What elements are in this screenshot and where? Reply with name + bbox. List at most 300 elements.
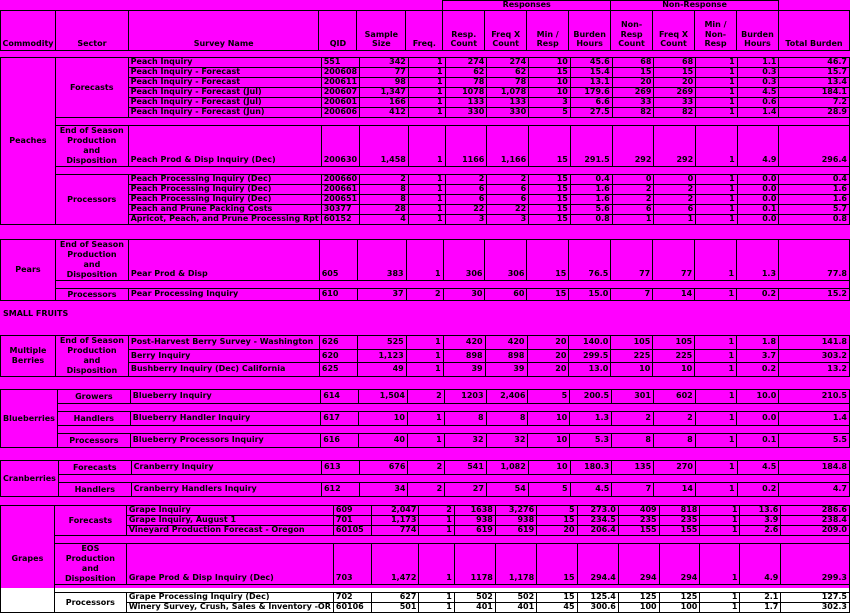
cell-freq-x-count[interactable]: 2	[487, 175, 529, 185]
cell-burden-hours-nr[interactable]: 1.3	[737, 240, 779, 281]
cell-qid[interactable]: 200607	[321, 88, 359, 98]
sector-cell[interactable]: Processors	[54, 593, 126, 613]
cell-sample-size[interactable]: 77	[360, 68, 409, 78]
cell-total-burden[interactable]: 1.6	[779, 185, 850, 195]
cell-resp-count[interactable]: 420	[443, 336, 485, 350]
cell-burden-hours-nr[interactable]: 0.1	[737, 205, 779, 215]
cell-freq-x-count[interactable]: 39	[485, 363, 527, 377]
cell-qid[interactable]: 60106	[333, 603, 371, 613]
cell-survey-name[interactable]: Peach Inquiry	[128, 58, 321, 68]
cell-burden-hours-nr[interactable]: 0.0	[737, 215, 779, 225]
cell-burden-hours[interactable]: 300.6	[577, 603, 618, 613]
cell-freq-x-count-nr[interactable]: 100	[659, 603, 700, 613]
cell-survey-name[interactable]: Peach Inquiry - Forecast	[128, 68, 321, 78]
cell-survey-name[interactable]: Blueberry Processors Inquiry	[130, 434, 321, 448]
cell-qid[interactable]: 200651	[321, 195, 359, 205]
cell-survey-name[interactable]: Peach Prod & Disp Inquiry (Dec)	[128, 126, 321, 167]
cell-sample-size[interactable]: 1,347	[360, 88, 409, 98]
cell-sample-size[interactable]: 37	[357, 289, 406, 301]
sector-cell[interactable]: Forecasts	[55, 58, 128, 118]
cell-burden-hours-nr[interactable]: 4.9	[737, 126, 779, 167]
cell-freq-x-count[interactable]: 3,276	[495, 506, 536, 516]
cell-survey-name[interactable]: Winery Survey, Crush, Sales & Inventory -OR	[126, 603, 333, 613]
cell-qid[interactable]: 609	[333, 506, 371, 516]
cell-burden-hours-nr[interactable]: 2.6	[740, 526, 781, 536]
cell-freq[interactable]: 1	[419, 516, 454, 526]
cell-burden-hours[interactable]: 15.4	[570, 68, 612, 78]
cell-freq[interactable]: 1	[406, 336, 443, 350]
cell-burden-hours-nr[interactable]: 10.0	[737, 390, 779, 404]
cell-min-nonresp[interactable]: 1	[696, 68, 738, 78]
cell-qid[interactable]: 612	[321, 483, 359, 497]
cell-min-nonresp[interactable]: 1	[696, 58, 738, 68]
cell-freq[interactable]: 1	[419, 593, 454, 603]
cell-nonresp-count[interactable]: 105	[611, 336, 653, 350]
cell-total-burden[interactable]: 77.8	[779, 240, 850, 281]
cell-nonresp-count[interactable]: 82	[612, 108, 654, 118]
cell-burden-hours[interactable]: 13.0	[569, 363, 611, 377]
cell-freq-x-count-nr[interactable]: 602	[653, 390, 695, 404]
cell-total-burden[interactable]: 210.5	[779, 390, 850, 404]
cell-nonresp-count[interactable]: 235	[618, 516, 659, 526]
cell-min-nonresp[interactable]: 1	[700, 526, 740, 536]
cell-qid[interactable]: 626	[319, 336, 357, 350]
cell-min-nonresp[interactable]: 1	[695, 434, 737, 448]
cell-freq-x-count-nr[interactable]: 82	[654, 108, 696, 118]
cell-freq-x-count[interactable]: 938	[495, 516, 536, 526]
cell-burden-hours-nr[interactable]: 1.8	[737, 336, 779, 350]
cell-min-nonresp[interactable]: 1	[695, 240, 737, 281]
cell-burden-hours[interactable]: 206.4	[577, 526, 618, 536]
cell-freq[interactable]: 1	[406, 240, 443, 281]
cell-resp-count[interactable]: 938	[454, 516, 495, 526]
cell-freq-x-count[interactable]: 1,082	[486, 461, 528, 475]
cell-survey-name[interactable]: Pear Prod & Disp	[128, 240, 319, 281]
cell-total-burden[interactable]: 46.7	[779, 58, 850, 68]
cell-freq-x-count-nr[interactable]: 2	[653, 412, 695, 426]
cell-resp-count[interactable]: 619	[454, 526, 495, 536]
cell-freq[interactable]: 2	[408, 483, 445, 497]
cell-freq-x-count[interactable]: 898	[485, 349, 527, 363]
cell-burden-hours[interactable]: 273.0	[577, 506, 618, 516]
cell-freq-x-count[interactable]: 133	[487, 98, 529, 108]
cell-freq[interactable]: 1	[407, 434, 444, 448]
cell-freq[interactable]: 1	[408, 185, 445, 195]
cell-total-burden[interactable]: 209.0	[781, 526, 850, 536]
cell-nonresp-count[interactable]: 10	[611, 363, 653, 377]
cell-qid[interactable]: 60105	[333, 526, 371, 536]
cell-min-nonresp[interactable]: 1	[700, 544, 740, 585]
cell-min-nonresp[interactable]: 1	[696, 98, 738, 108]
cell-freq-x-count-nr[interactable]: 225	[653, 349, 695, 363]
cell-total-burden[interactable]: 1.6	[779, 195, 850, 205]
cell-min-nonresp[interactable]: 1	[700, 603, 740, 613]
cell-freq-x-count[interactable]: 62	[487, 68, 529, 78]
cell-min-resp[interactable]: 10	[528, 434, 570, 448]
cell-burden-hours[interactable]: 125.4	[577, 593, 618, 603]
cell-nonresp-count[interactable]: 6	[612, 205, 654, 215]
cell-freq-x-count[interactable]: 78	[487, 78, 529, 88]
cell-burden-hours[interactable]: 0.8	[570, 215, 612, 225]
cell-burden-hours-nr[interactable]: 4.5	[737, 88, 779, 98]
cell-min-resp[interactable]: 15	[529, 185, 571, 195]
cell-nonresp-count[interactable]: 155	[618, 526, 659, 536]
cell-min-resp[interactable]: 15	[537, 593, 577, 603]
cell-total-burden[interactable]: 141.8	[779, 336, 850, 350]
cell-burden-hours[interactable]: 13.1	[570, 78, 612, 88]
cell-freq[interactable]: 1	[408, 175, 445, 185]
cell-qid[interactable]: 703	[333, 544, 371, 585]
cell-qid[interactable]: 200611	[321, 78, 359, 88]
cell-nonresp-count[interactable]: 135	[612, 461, 654, 475]
cell-freq[interactable]: 1	[408, 58, 445, 68]
cell-freq[interactable]: 1	[406, 363, 443, 377]
cell-freq[interactable]: 1	[419, 526, 454, 536]
cell-min-resp[interactable]: 15	[529, 175, 571, 185]
cell-survey-name[interactable]: Berry Inquiry	[128, 349, 319, 363]
cell-min-nonresp[interactable]: 1	[696, 126, 738, 167]
cell-total-burden[interactable]: 296.4	[779, 126, 850, 167]
cell-nonresp-count[interactable]: 33	[612, 98, 654, 108]
cell-min-resp[interactable]: 15	[527, 289, 569, 301]
cell-burden-hours-nr[interactable]: 0.6	[737, 98, 779, 108]
sector-cell[interactable]: Handlers	[58, 483, 131, 497]
cell-nonresp-count[interactable]: 68	[612, 58, 654, 68]
cell-freq-x-count[interactable]: 330	[487, 108, 529, 118]
cell-freq-x-count-nr[interactable]: 0	[654, 175, 696, 185]
cell-min-resp[interactable]: 15	[537, 516, 577, 526]
cell-total-burden[interactable]: 0.4	[779, 175, 850, 185]
cell-survey-name[interactable]: Peach Inquiry - Forecast	[128, 78, 321, 88]
cell-burden-hours[interactable]: 299.5	[569, 349, 611, 363]
cell-min-resp[interactable]: 10	[529, 78, 571, 88]
cell-freq-x-count[interactable]: 420	[485, 336, 527, 350]
cell-min-nonresp[interactable]: 1	[695, 390, 737, 404]
cell-survey-name[interactable]: Blueberry Handler Inquiry	[130, 412, 321, 426]
cell-qid[interactable]: 200661	[321, 185, 359, 195]
cell-nonresp-count[interactable]: 301	[612, 390, 654, 404]
cell-min-nonresp[interactable]: 1	[695, 483, 737, 497]
cell-freq[interactable]: 1	[406, 349, 443, 363]
cell-total-burden[interactable]: 15.2	[779, 289, 850, 301]
cell-min-nonresp[interactable]: 1	[700, 516, 740, 526]
cell-freq-x-count[interactable]: 306	[485, 240, 527, 281]
cell-min-resp[interactable]: 15	[537, 544, 577, 585]
cell-min-nonresp[interactable]: 1	[695, 412, 737, 426]
cell-freq-x-count-nr[interactable]: 155	[659, 526, 700, 536]
cell-freq-x-count-nr[interactable]: 14	[654, 483, 696, 497]
cell-burden-hours-nr[interactable]: 0.2	[737, 289, 779, 301]
cell-total-burden[interactable]: 13.2	[779, 363, 850, 377]
cell-sample-size[interactable]: 774	[371, 526, 419, 536]
cell-qid[interactable]: 613	[321, 461, 359, 475]
cell-total-burden[interactable]: 1.4	[779, 412, 850, 426]
cell-qid[interactable]: 30377	[321, 205, 359, 215]
cell-min-resp[interactable]: 20	[527, 363, 569, 377]
cell-freq-x-count[interactable]: 54	[486, 483, 528, 497]
cell-sample-size[interactable]: 28	[360, 205, 409, 215]
cell-burden-hours[interactable]: 0.4	[570, 175, 612, 185]
cell-burden-hours[interactable]: 1.6	[570, 185, 612, 195]
cell-qid[interactable]: 620	[319, 349, 357, 363]
cell-freq-x-count-nr[interactable]: 20	[654, 78, 696, 88]
cell-min-nonresp[interactable]: 1	[695, 336, 737, 350]
cell-resp-count[interactable]: 502	[454, 593, 495, 603]
cell-survey-name[interactable]: Peach Inquiry - Forecast (Jun)	[128, 108, 321, 118]
cell-qid[interactable]: 60152	[321, 215, 359, 225]
cell-qid[interactable]: 614	[321, 390, 359, 404]
cell-burden-hours[interactable]: 291.5	[570, 126, 612, 167]
sector-cell[interactable]: Processors	[57, 434, 130, 448]
cell-freq-x-count[interactable]: 1,078	[487, 88, 529, 98]
cell-qid[interactable]: 200608	[321, 68, 359, 78]
cell-qid[interactable]: 200606	[321, 108, 359, 118]
cell-total-burden[interactable]: 286.6	[781, 506, 850, 516]
cell-sample-size[interactable]: 412	[360, 108, 409, 118]
cell-resp-count[interactable]: 22	[445, 205, 487, 215]
cell-freq[interactable]: 2	[419, 506, 454, 516]
cell-total-burden[interactable]: 303.2	[779, 349, 850, 363]
commodity-cell[interactable]: Cranberries	[1, 461, 59, 497]
cell-burden-hours-nr[interactable]: 0.3	[737, 68, 779, 78]
cell-sample-size[interactable]: 2,047	[371, 506, 419, 516]
cell-freq-x-count[interactable]: 401	[495, 603, 536, 613]
cell-burden-hours-nr[interactable]: 4.9	[740, 544, 781, 585]
cell-freq-x-count[interactable]: 502	[495, 593, 536, 603]
cell-nonresp-count[interactable]: 0	[612, 175, 654, 185]
sector-cell[interactable]: Processors	[55, 289, 128, 301]
cell-qid[interactable]: 616	[321, 434, 359, 448]
cell-min-resp[interactable]: 5	[528, 390, 570, 404]
commodity-cell[interactable]: Peaches	[1, 58, 56, 225]
cell-nonresp-count[interactable]: 292	[612, 126, 654, 167]
cell-burden-hours-nr[interactable]: 0.1	[737, 434, 779, 448]
cell-min-resp[interactable]: 20	[527, 336, 569, 350]
cell-min-nonresp[interactable]: 1	[696, 205, 738, 215]
cell-burden-hours[interactable]: 4.5	[570, 483, 612, 497]
cell-qid[interactable]: 701	[333, 516, 371, 526]
cell-sample-size[interactable]: 342	[360, 58, 409, 68]
cell-resp-count[interactable]: 30	[443, 289, 485, 301]
cell-resp-count[interactable]: 78	[445, 78, 487, 88]
cell-sample-size[interactable]: 4	[360, 215, 409, 225]
cell-total-burden[interactable]: 302.3	[781, 603, 850, 613]
cell-sample-size[interactable]: 1,173	[371, 516, 419, 526]
cell-min-resp[interactable]: 15	[529, 68, 571, 78]
cell-freq[interactable]: 1	[408, 108, 445, 118]
cell-qid[interactable]: 200660	[321, 175, 359, 185]
cell-freq-x-count[interactable]: 1,166	[487, 126, 529, 167]
cell-burden-hours[interactable]: 294.4	[577, 544, 618, 585]
cell-survey-name[interactable]: Apricot, Peach, and Prune Processing Rpt	[128, 215, 321, 225]
cell-freq[interactable]: 1	[408, 98, 445, 108]
cell-min-resp[interactable]: 5	[529, 108, 571, 118]
cell-burden-hours[interactable]: 76.5	[569, 240, 611, 281]
cell-burden-hours-nr[interactable]: 0.2	[737, 363, 779, 377]
cell-survey-name[interactable]: Grape Prod & Disp Inquiry (Dec)	[126, 544, 333, 585]
cell-burden-hours-nr[interactable]: 1.7	[740, 603, 781, 613]
cell-min-nonresp[interactable]: 1	[695, 461, 737, 475]
cell-sample-size[interactable]: 34	[359, 483, 408, 497]
cell-resp-count[interactable]: 8	[444, 412, 486, 426]
cell-min-nonresp[interactable]: 1	[696, 215, 738, 225]
cell-burden-hours[interactable]: 5.6	[570, 205, 612, 215]
cell-freq-x-count-nr[interactable]: 2	[654, 185, 696, 195]
cell-freq-x-count[interactable]: 3	[487, 215, 529, 225]
cell-min-nonresp[interactable]: 1	[695, 363, 737, 377]
cell-total-burden[interactable]: 5.7	[779, 205, 850, 215]
cell-min-nonresp[interactable]: 1	[700, 593, 740, 603]
cell-qid[interactable]: 200630	[321, 126, 359, 167]
cell-burden-hours-nr[interactable]: 0.0	[737, 412, 779, 426]
cell-burden-hours-nr[interactable]: 0.2	[737, 483, 779, 497]
cell-survey-name[interactable]: Grape Processing Inquiry (Dec)	[126, 593, 333, 603]
cell-resp-count[interactable]: 306	[443, 240, 485, 281]
cell-freq-x-count-nr[interactable]: 10	[653, 363, 695, 377]
cell-min-nonresp[interactable]: 1	[696, 185, 738, 195]
cell-resp-count[interactable]: 401	[454, 603, 495, 613]
commodity-cell[interactable]: Grapes	[1, 506, 55, 613]
cell-burden-hours[interactable]: 179.6	[570, 88, 612, 98]
commodity-cell[interactable]: Blueberries	[1, 390, 58, 448]
cell-min-resp[interactable]: 5	[528, 483, 570, 497]
cell-burden-hours-nr[interactable]: 0.0	[737, 175, 779, 185]
cell-freq[interactable]: 1	[419, 544, 454, 585]
cell-survey-name[interactable]: Peach Inquiry - Forecast (Jul)	[128, 98, 321, 108]
cell-burden-hours-nr[interactable]: 4.5	[737, 461, 779, 475]
cell-burden-hours[interactable]: 15.0	[569, 289, 611, 301]
cell-min-nonresp[interactable]: 1	[696, 175, 738, 185]
cell-freq-x-count-nr[interactable]: 6	[654, 205, 696, 215]
cell-min-resp[interactable]: 15	[529, 215, 571, 225]
cell-nonresp-count[interactable]: 125	[618, 593, 659, 603]
cell-min-resp[interactable]: 10	[529, 88, 571, 98]
cell-total-burden[interactable]: 0.8	[779, 215, 850, 225]
cell-freq[interactable]: 1	[408, 126, 445, 167]
cell-qid[interactable]: 605	[319, 240, 357, 281]
cell-total-burden[interactable]: 4.7	[779, 483, 850, 497]
cell-freq[interactable]: 1	[408, 68, 445, 78]
cell-nonresp-count[interactable]: 225	[611, 349, 653, 363]
cell-freq[interactable]: 1	[408, 215, 445, 225]
cell-survey-name[interactable]: Post-Harvest Berry Survey - Washington	[128, 336, 319, 350]
cell-min-nonresp[interactable]: 1	[696, 88, 738, 98]
cell-burden-hours-nr[interactable]: 3.7	[737, 349, 779, 363]
cell-sample-size[interactable]: 627	[371, 593, 419, 603]
cell-freq-x-count[interactable]: 1,178	[495, 544, 536, 585]
cell-nonresp-count[interactable]: 2	[612, 195, 654, 205]
cell-survey-name[interactable]: Grape Inquiry	[126, 506, 333, 516]
cell-min-resp[interactable]: 10	[528, 461, 570, 475]
cell-burden-hours[interactable]: 5.3	[570, 434, 612, 448]
cell-min-resp[interactable]: 5	[537, 506, 577, 516]
cell-resp-count[interactable]: 1078	[445, 88, 487, 98]
cell-qid[interactable]: 551	[321, 58, 359, 68]
cell-burden-hours-nr[interactable]: 13.6	[740, 506, 781, 516]
cell-min-resp[interactable]: 15	[527, 240, 569, 281]
cell-freq-x-count-nr[interactable]: 15	[654, 68, 696, 78]
cell-min-resp[interactable]: 45	[537, 603, 577, 613]
cell-burden-hours[interactable]: 27.5	[570, 108, 612, 118]
cell-survey-name[interactable]: Cranberry Inquiry	[131, 461, 321, 475]
cell-burden-hours-nr[interactable]: 0.0	[737, 195, 779, 205]
cell-freq-x-count-nr[interactable]: 8	[653, 434, 695, 448]
sector-cell[interactable]: EOS Production and Disposition	[54, 544, 126, 585]
cell-total-burden[interactable]: 184.8	[779, 461, 850, 475]
cell-nonresp-count[interactable]: 2	[612, 412, 654, 426]
cell-freq[interactable]: 1	[408, 88, 445, 98]
sector-cell[interactable]: Growers	[57, 390, 130, 404]
cell-min-resp[interactable]: 10	[529, 58, 571, 68]
cell-total-burden[interactable]: 13.4	[779, 78, 850, 88]
commodity-cell[interactable]: Multiple Berries	[1, 336, 56, 377]
cell-burden-hours[interactable]: 140.0	[569, 336, 611, 350]
cell-min-resp[interactable]: 20	[537, 526, 577, 536]
sector-cell[interactable]: End of Season Production and Disposition	[55, 336, 128, 377]
cell-freq[interactable]: 1	[408, 205, 445, 215]
cell-freq-x-count[interactable]: 8	[486, 412, 528, 426]
cell-freq-x-count[interactable]: 2,406	[486, 390, 528, 404]
cell-resp-count[interactable]: 62	[445, 68, 487, 78]
cell-sample-size[interactable]: 383	[357, 240, 406, 281]
cell-resp-count[interactable]: 898	[443, 349, 485, 363]
cell-burden-hours[interactable]: 6.6	[570, 98, 612, 108]
cell-sample-size[interactable]: 10	[359, 412, 408, 426]
cell-freq-x-count[interactable]: 32	[486, 434, 528, 448]
cell-total-burden[interactable]: 299.3	[781, 544, 850, 585]
cell-resp-count[interactable]: 39	[443, 363, 485, 377]
cell-resp-count[interactable]: 1166	[445, 126, 487, 167]
cell-resp-count[interactable]: 133	[445, 98, 487, 108]
cell-nonresp-count[interactable]: 2	[612, 185, 654, 195]
cell-nonresp-count[interactable]: 77	[611, 240, 653, 281]
cell-nonresp-count[interactable]: 20	[612, 78, 654, 88]
cell-min-resp[interactable]: 15	[529, 126, 571, 167]
cell-total-burden[interactable]: 15.7	[779, 68, 850, 78]
cell-freq-x-count-nr[interactable]: 77	[653, 240, 695, 281]
cell-qid[interactable]: 200601	[321, 98, 359, 108]
cell-burden-hours-nr[interactable]: 0.3	[737, 78, 779, 88]
cell-freq-x-count-nr[interactable]: 105	[653, 336, 695, 350]
cell-min-nonresp[interactable]: 1	[695, 289, 737, 301]
cell-freq-x-count-nr[interactable]: 270	[654, 461, 696, 475]
cell-freq-x-count-nr[interactable]: 14	[653, 289, 695, 301]
cell-sample-size[interactable]: 49	[357, 363, 406, 377]
cell-survey-name[interactable]: Blueberry Inquiry	[130, 390, 321, 404]
cell-min-nonresp[interactable]: 1	[696, 78, 738, 88]
cell-burden-hours[interactable]: 234.5	[577, 516, 618, 526]
cell-nonresp-count[interactable]: 269	[612, 88, 654, 98]
cell-burden-hours-nr[interactable]: 2.1	[740, 593, 781, 603]
cell-burden-hours[interactable]: 200.5	[570, 390, 612, 404]
cell-survey-name[interactable]: Peach Processing Inquiry (Dec)	[128, 175, 321, 185]
cell-sample-size[interactable]: 676	[359, 461, 408, 475]
cell-min-resp[interactable]: 3	[529, 98, 571, 108]
sector-cell[interactable]: Forecasts	[58, 461, 131, 475]
cell-burden-hours[interactable]: 1.3	[570, 412, 612, 426]
cell-min-resp[interactable]: 15	[529, 205, 571, 215]
cell-nonresp-count[interactable]: 294	[618, 544, 659, 585]
cell-total-burden[interactable]: 28.9	[779, 108, 850, 118]
sector-cell[interactable]: End of Season Production and Disposition	[55, 126, 128, 167]
cell-sample-size[interactable]: 8	[360, 195, 409, 205]
cell-resp-count[interactable]: 330	[445, 108, 487, 118]
cell-survey-name[interactable]: Pear Processing Inquiry	[128, 289, 319, 301]
cell-min-nonresp[interactable]: 1	[696, 195, 738, 205]
cell-freq-x-count-nr[interactable]: 33	[654, 98, 696, 108]
cell-survey-name[interactable]: Peach and Prune Packing Costs	[128, 205, 321, 215]
cell-resp-count[interactable]: 274	[445, 58, 487, 68]
